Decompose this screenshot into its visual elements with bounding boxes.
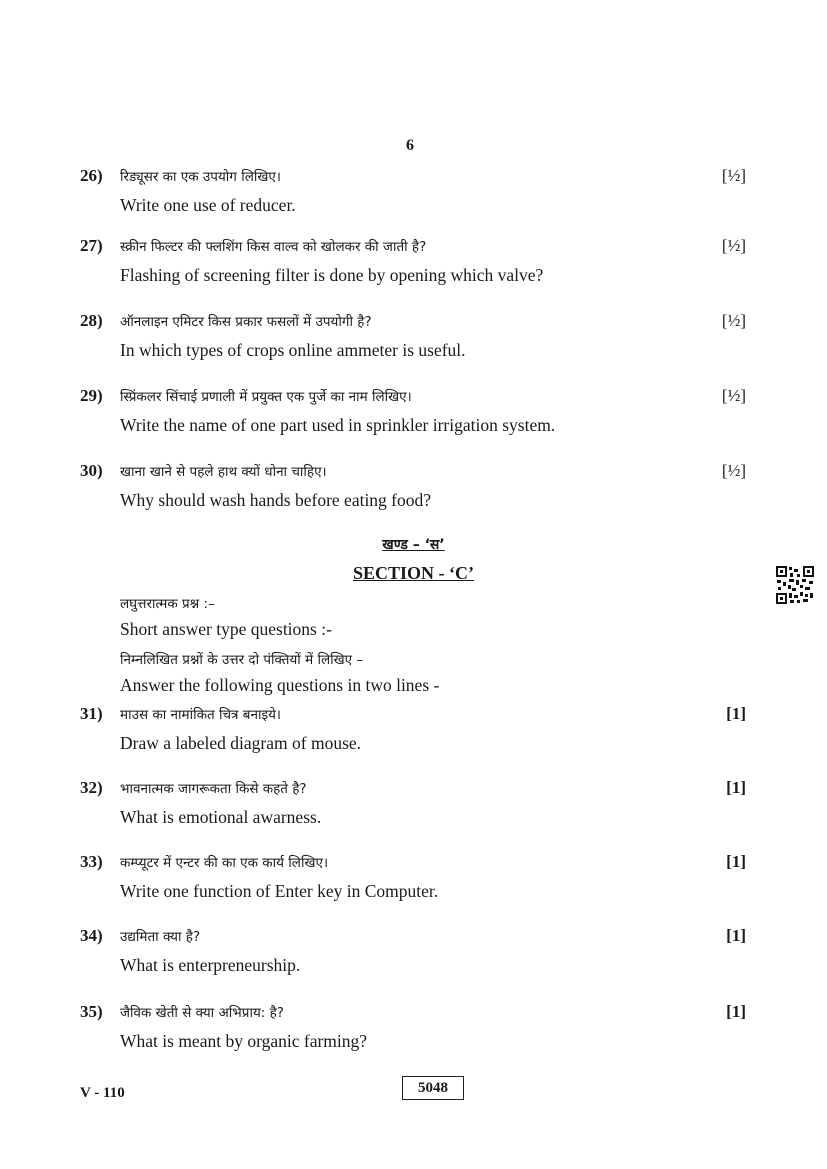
question-marks: [½] [721, 166, 746, 185]
question-number: 27) [80, 236, 103, 255]
paper-box-code: 5048 [402, 1076, 464, 1100]
question-text-english: Write one function of Enter key in Computer. [120, 881, 439, 901]
question-text-hindi: भावनात्मक जागरूकता किसे कहते है? [120, 781, 307, 797]
question-26 [80, 166, 750, 215]
question-marks: [½] [721, 236, 746, 255]
question-text-english: Draw a labeled diagram of mouse. [120, 733, 362, 753]
question-text-hindi: उद्यमिता क्या है? [120, 929, 201, 945]
instruction-hindi: निम्नलिखित प्रश्नों के उत्तर दो पंक्तियों में लिखिए – [120, 652, 364, 668]
question-text-hindi: स्प्रिंकलर सिंचाई प्रणाली में प्रयुक्त एक पुर्जे का नाम लिखिए। [120, 389, 412, 405]
question-number: 34) [80, 926, 103, 945]
question-marks: [½] [721, 386, 746, 405]
question-marks: [1] [726, 852, 746, 871]
section-title-hindi: खण्ड – ‘स’ [382, 537, 445, 553]
question-marks: [1] [726, 778, 746, 797]
question-number: 26) [80, 166, 103, 185]
question-text-english: What is emotional awarness. [120, 807, 322, 827]
question-30 [80, 461, 750, 510]
question-35 [80, 1002, 750, 1051]
question-text-hindi: माउस का नामांकित चित्र बनाइये। [120, 707, 282, 723]
question-27 [80, 236, 750, 285]
question-34 [80, 926, 750, 975]
question-text-hindi: कम्प्यूटर में एन्टर की का एक कार्य लिखिए। [120, 855, 329, 871]
question-text-english: What is enterpreneurship. [120, 955, 301, 975]
question-number: 32) [80, 778, 103, 797]
question-marks: [1] [726, 926, 746, 945]
question-text-english: What is meant by organic farming? [120, 1031, 368, 1051]
question-text-english: Write the name of one part used in sprinkler irrigation system. [120, 415, 556, 435]
question-number: 29) [80, 386, 103, 405]
question-31 [80, 704, 750, 753]
question-28 [80, 311, 750, 360]
question-type-hindi: लघुत्तरात्मक प्रश्न :– [120, 596, 215, 612]
paper-code: V - 110 [80, 1085, 125, 1101]
question-33 [80, 852, 750, 901]
question-32 [80, 778, 750, 827]
question-marks: [½] [721, 461, 746, 480]
question-number: 33) [80, 852, 103, 871]
question-text-english: Write one use of reducer. [120, 195, 296, 215]
question-marks: [1] [726, 704, 746, 723]
question-text-hindi: ऑनलाइन एमिटर किस प्रकार फसलों में उपयोगी है? [120, 314, 372, 330]
question-type-english: Short answer type questions :- [120, 619, 332, 639]
question-29 [80, 386, 750, 435]
question-marks: [½] [721, 311, 746, 330]
question-text-hindi: स्क्रीन फिल्टर की फ्लशिंग किस वाल्व को खोलकर की जाती है? [120, 239, 427, 255]
question-number: 28) [80, 311, 103, 330]
question-text-hindi: जैविक खेती से क्या अभिप्राय: है? [120, 1005, 284, 1021]
qr-code-icon [775, 565, 815, 605]
section-title-english: SECTION - ‘C’ [352, 563, 474, 583]
question-marks: [1] [726, 1002, 746, 1021]
question-text-hindi: खाना खाने से पहले हाथ क्यों धोना चाहिए। [120, 464, 327, 480]
question-text-english: In which types of crops online ammeter is useful. [120, 340, 466, 360]
question-number: 35) [80, 1002, 103, 1021]
page-number: 6 [406, 137, 414, 154]
question-number: 30) [80, 461, 103, 480]
question-text-english: Flashing of screening filter is done by opening which valve? [120, 265, 544, 285]
instruction-english: Answer the following questions in two lines - [120, 675, 440, 695]
question-number: 31) [80, 704, 103, 723]
question-text-english: Why should wash hands before eating food? [120, 490, 432, 510]
question-text-hindi: रिड्यूसर का एक उपयोग लिखिए। [120, 169, 281, 185]
